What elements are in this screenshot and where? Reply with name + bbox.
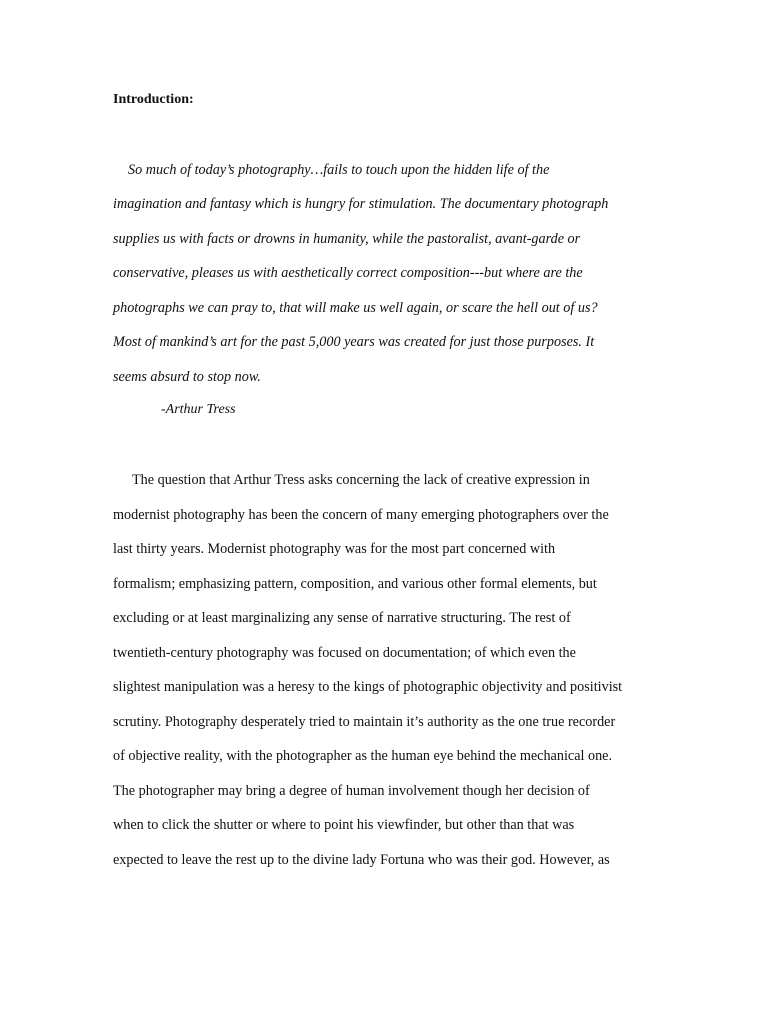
quote-line: photographs we can pray to, that will make us well again, or scare the hell out of us? <box>113 300 598 316</box>
body-line: modernist photography has been the concern of many emerging photographers over the <box>113 507 609 523</box>
body-line: when to click the shutter or where to point his viewfinder, but other than that was <box>113 817 575 833</box>
quote-line: supplies us with facts or drowns in humanity, while the pastoralist, avant-garde or <box>113 231 581 247</box>
quote-attribution: -Arthur Tress <box>161 402 236 417</box>
body-line: The question that Arthur Tress asks concerning the lack of creative expression in <box>132 472 590 488</box>
section-heading: Introduction: <box>113 92 194 107</box>
body-line: slightest manipulation was a heresy to the kings of photographic objectivity and positivist <box>113 679 623 695</box>
body-line: of objective reality, with the photographer as the human eye behind the mechanical one. <box>113 748 613 764</box>
quote-line: imagination and fantasy which is hungry for stimulation. The documentary photograph <box>113 196 609 212</box>
quote-line: seems absurd to stop now. <box>113 369 261 385</box>
body-line: expected to leave the rest up to the divine lady Fortuna who was their god. However, as <box>113 852 610 868</box>
body-line: The photographer may bring a degree of human involvement though her decision of <box>113 783 590 799</box>
body-line: last thirty years. Modernist photography was for the most part concerned with <box>113 541 556 557</box>
quote-line: conservative, pleases us with aesthetically correct composition---but where are the <box>113 265 583 281</box>
quote-line: Most of mankind’s art for the past 5,000 years was created for just those purposes. It <box>113 334 595 350</box>
body-line: scrutiny. Photography desperately tried to maintain it’s authority as the one true recorder <box>113 714 616 730</box>
quote-line: So much of today’s photography…fails to touch upon the hidden life of the <box>128 162 550 178</box>
body-line: excluding or at least marginalizing any sense of narrative structuring. The rest of <box>113 610 571 626</box>
body-line: formalism; emphasizing pattern, composition, and various other formal elements, but <box>113 576 597 592</box>
body-line: twentieth-century photography was focused on documentation; of which even the <box>113 645 576 661</box>
